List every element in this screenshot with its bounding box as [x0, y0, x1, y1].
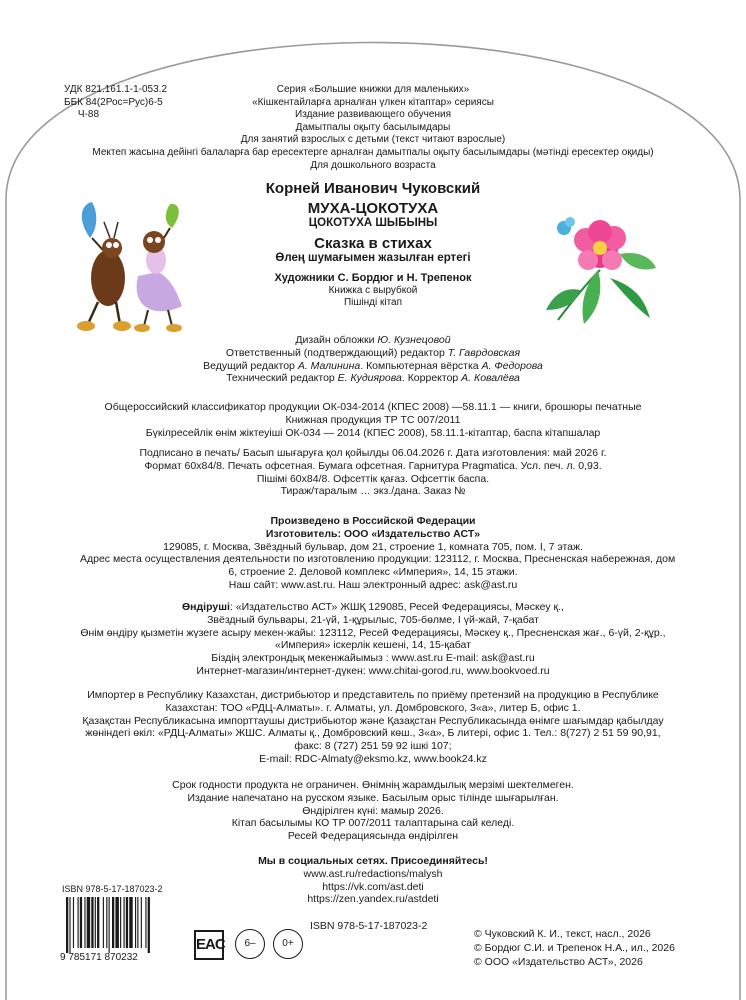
barcode-bar [66, 897, 68, 953]
barcode-bar [124, 897, 125, 948]
barcode-digits: 9 785171 870232 [60, 952, 138, 963]
eac-mark: EAC [194, 930, 224, 960]
barcode-bar [78, 897, 79, 948]
cover-design-credit: Дизайн обложки Ю. Кузнецовой [295, 334, 451, 346]
expiry-line: Срок годности продукта не ограничен. Өнімнің жарамдылық мерзімі шектелмеген. [172, 779, 574, 791]
production-line: Наш сайт: www.ast.ru. Наш электронный адрес: ask@ast.ru [228, 578, 518, 591]
classifier-line: Бүкілресейлік өнім жіктеуіші ОК-034 — 2014 (КПЕС 2008), 58.11.1-кітаптар, баспа кітапшалар [145, 426, 601, 439]
barcode-bar [115, 897, 118, 948]
kz-maker-line: Өнім өндіру қызметін жүзеге асыру мекен-жайы: 123112, Ресей Федерациясы, Мәскеу қ., Пресненская жағ., 6-үй, 2-құр., [80, 626, 666, 639]
expiry-line: Издание напечатано на русском языке. Басылым орыс тілінде шығарылған. [187, 791, 559, 804]
barcode-bar [87, 897, 90, 948]
series-line: Дамытпалы оқыту басылымдары [295, 121, 451, 133]
kz-maker-line: «Империя» іскерлік кешені, 14, 15-қабат [275, 639, 471, 652]
barcode-bars [66, 897, 150, 953]
production-block [80, 515, 676, 592]
importer-line: факс: 8 (727) 251 59 92 ішкі 107; [294, 740, 452, 753]
copyright-line: © ООО «Издательство АСТ», 2026 [474, 956, 643, 969]
barcode-bar [148, 897, 150, 953]
series-block [80, 84, 666, 172]
barcode-bar [109, 897, 110, 953]
illustrators: Художники С. Бордюг и Н. Трепенок [274, 272, 472, 284]
barcode-bar [145, 897, 146, 948]
age-mark-six: 6– [235, 929, 265, 959]
barcode-bar [112, 897, 114, 948]
expiry-block [80, 779, 666, 843]
flower-illustration [540, 210, 660, 330]
lead-editor-credit: Ведущий редактор А. Малинина. Компьютерная вёрстка А. Федорова [203, 359, 543, 372]
isbn-top: ISBN 978-5-17-187023-2 [62, 884, 163, 894]
barcode-bar [80, 897, 82, 948]
credits-block [80, 334, 666, 385]
barcode-bar [120, 897, 121, 948]
barcode-bar [73, 897, 74, 948]
importer-line: Казахстан: ТОО «РДЦ-Алматы». г. Алматы, ул. Домбровского, 3«а», литер Б, офис 1. [165, 701, 581, 714]
barcode-bar [137, 897, 138, 948]
barcode [58, 897, 186, 963]
made-in: Произведено в Российской Федерации [270, 515, 476, 527]
barcode-bar [135, 897, 136, 948]
kz-manufacturer-block [80, 601, 666, 678]
genre-kz: Өлең шумағымен жазылған ертегі [275, 252, 471, 264]
printing-line: Подписано в печать/ Басып шығаруға қол қойылды 06.04.2026 г. Дата изготовления: май 2026 г. [139, 447, 607, 459]
importer-block [80, 689, 666, 766]
importer-line: Импортер в Республику Казахстан, дистрибьютор и представитель по приёму претензий на продукцию в Республике [87, 689, 659, 701]
kz-maker-line: Звёздный бульвары, 21-үй, 1-құрылыс, 705-бөлме, I үй-жай, 7-қабат [207, 613, 539, 626]
printing-line: Формат 60x84/8. Печать офсетная. Бумага офсетная. Гарнитура Pragmatica. Усл. печ. л. 0,93. [144, 459, 602, 472]
printing-line: Пішімі 60x84/8. Офсеттік қағаз. Офсеттік баспа. [256, 472, 490, 485]
production-line: 129085, г. Москва, Звёздный бульвар, дом 21, строение 1, комната 705, пом. I, 7 этаж. [163, 540, 583, 553]
isbn-bottom: ISBN 978-5-17-187023-2 [310, 920, 428, 932]
copyright-line: © Чуковский К. И., текст, насл., 2026 [474, 928, 651, 940]
series-line: «Кішкентайларға арналған үлкен кітаптар» сериясы [252, 96, 494, 108]
responsible-editor-credit: Ответственный (подтверждающий) редактор Т. Гаврдовская [225, 346, 521, 359]
book-format: Книжка с вырубкой [328, 285, 418, 296]
barcode-bar [106, 897, 107, 948]
barcode-bar [91, 897, 93, 948]
social-link: https://vk.com/ast.deti [322, 880, 424, 893]
book-title-kz: ЦОКОТУХА ШЫБЫНЫ [308, 217, 438, 229]
book-format-kz: Пішінді кітап [343, 297, 403, 308]
series-line: Для занятий взрослых с детьми (текст читают взрослые) [240, 134, 506, 146]
barcode-bar [103, 897, 104, 948]
social-link: https://zen.yandex.ru/astdeti [307, 893, 439, 906]
series-line: Серия «Большие книжки для маленьких» [276, 84, 470, 95]
bbk-line: ББК 84(2Рос=Рус)6-5 [64, 96, 163, 108]
expiry-line: Ресей Федерациясында өндірілген [287, 830, 459, 843]
barcode-bar [141, 897, 142, 948]
barcode-bar [126, 897, 128, 948]
fly-and-cockroach-illustration [72, 198, 192, 338]
book-title: МУХА-ЦОКОТУХА [307, 200, 439, 217]
barcode-bar [69, 897, 70, 953]
author-name: Корней Иванович Чуковский [265, 180, 481, 197]
expiry-line: Өндірілген күні: мамыр 2026. [302, 804, 444, 817]
kz-maker-line: Біздің электрондық мекенжайымыз : www.ast.ru E-mail: ask@ast.ru [211, 652, 535, 665]
copyright-block [474, 927, 675, 970]
kz-maker-first-line: Өндіруші: «Издательство АСТ» ЖШҚ 129085, Ресей Федерациясы, Мәскеу қ., [182, 601, 564, 613]
series-line: Мектеп жасына дейінгі балаларға бар ересектерге арналған дамытпалы оқыту басылымдары (мәтінді ересектер оқиды) [92, 146, 654, 158]
classifier-line: Книжная продукция ТР ТС 007/2011 [285, 413, 461, 426]
manufacturer: Изготовитель: ООО «Издательство АСТ» [265, 527, 481, 540]
importer-line: жөніндегі өкіл: «РДЦ-Алматы» ЖШС. Алматы қ., Домбровский көш., 3«а», Б литері, офис 1. Тел.: 8(727) 2 51 59 90,91, [85, 727, 661, 740]
author-code-line: Ч-88 [64, 109, 100, 120]
social-heading: Мы в социальных сетях. Присоединяйтесь! [258, 855, 488, 867]
importer-line: Қазақстан Республикасына импорттаушы дистрибьютор және Қазақстан Республикасында өнімге шағымдар қабылдау [82, 714, 664, 727]
age-mark-zero: 0+ [273, 929, 303, 959]
importer-line: E-mail: RDC-Almaty@eksmo.kz, www.book24.kz [259, 752, 487, 765]
classifier-line: Общероссийский классификатор продукции ОК-034-2014 (КПЕС 2008) —58.11.1 — книги, брошюры печатные [104, 401, 642, 413]
series-line: Издание развивающего обучения [295, 109, 451, 121]
barcode-bar [95, 897, 96, 948]
barcode-bar [84, 897, 85, 948]
kz-maker-line: Интернет-магазин/интернет-дүкен: www.chitai-gorod.ru, www.bookvoed.ru [196, 664, 550, 677]
copyright-line: © Бордюг С.И. и Трепенок Н.А., ил., 2026 [474, 942, 675, 955]
series-line: Для дошкольного возраста [310, 159, 436, 171]
tech-editor-credit: Технический редактор Е. Кудиярова. Корректор А. Ковалёва [226, 372, 520, 385]
production-line: 6, строение 2. Деловой комплекс «Империя», 14, 15 этажи. [228, 566, 518, 579]
genre: Сказка в стихах [314, 235, 432, 252]
expiry-line: Кітап басылымы КО ТР 007/2011 талаптарына сай келеді. [231, 817, 515, 830]
printing-line: Тираж/таралым … экз./дана. Заказ № [280, 485, 466, 498]
barcode-bar [129, 897, 132, 948]
classifier-block [80, 401, 666, 439]
barcode-bar [97, 897, 99, 948]
printing-block [80, 447, 666, 498]
production-line: Адрес места осуществления деятельности по изготовлению продукции: 123112, г. Москва, Пресненская набережная, дом [80, 553, 676, 566]
udk-line: УДК 821.161.1-1-053.2 [64, 84, 168, 95]
social-link: www.ast.ru/redactions/malysh [303, 867, 443, 880]
